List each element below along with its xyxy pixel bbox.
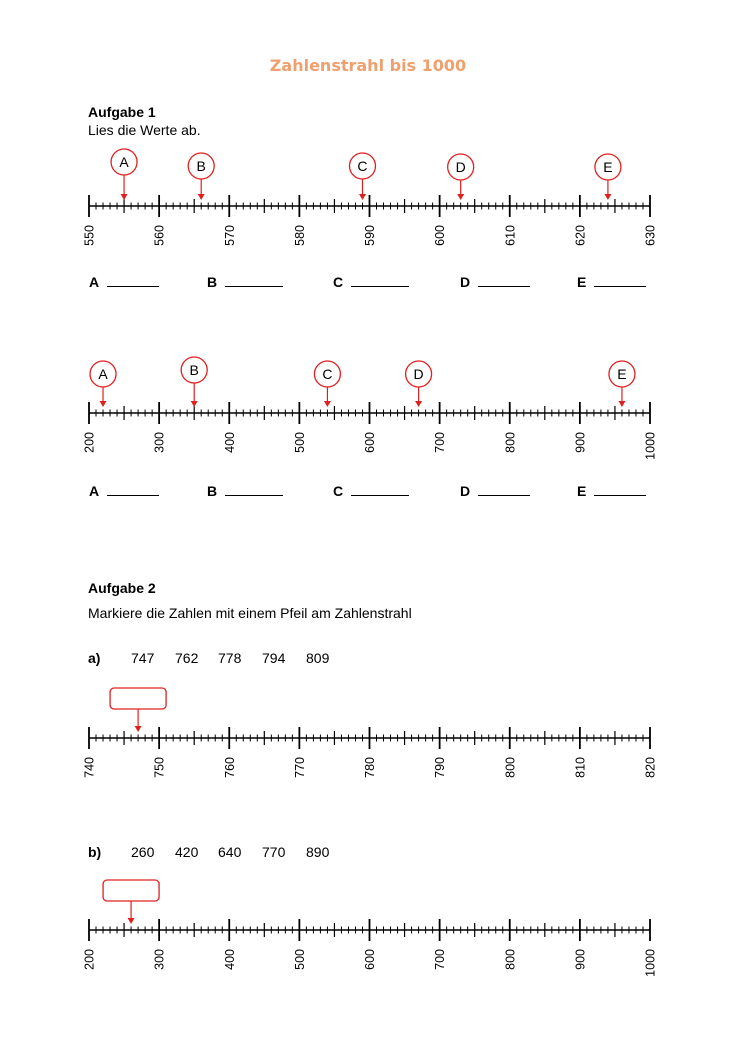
part-label: b) xyxy=(88,844,102,860)
answer-letter: C xyxy=(333,274,344,290)
part-label: a) xyxy=(88,650,101,666)
marker-letter-c: C xyxy=(357,158,368,174)
marker-letter-a: A xyxy=(98,366,108,382)
answer-letter: C xyxy=(333,483,344,499)
answer-letter: E xyxy=(577,274,587,290)
answer-letter: D xyxy=(460,274,471,290)
target-number: 762 xyxy=(175,650,199,666)
line-b-tick-label: 300 xyxy=(152,949,167,970)
target-number: 778 xyxy=(218,650,242,666)
page-title: Zahlenstrahl bis 1000 xyxy=(269,56,467,75)
line-b-tick-label: 700 xyxy=(433,949,448,970)
line2-tick-label: 300 xyxy=(152,432,167,453)
line1-tick-label: 620 xyxy=(573,225,588,246)
line1-tick-label: 560 xyxy=(152,225,167,246)
answer-letter: A xyxy=(89,483,100,499)
target-number: 809 xyxy=(306,650,330,666)
line-a-tick-label: 780 xyxy=(363,757,377,778)
line-a-tick-label: 820 xyxy=(643,757,658,778)
marker-letter-a: A xyxy=(119,154,129,170)
aufgabe1-instruction: Lies die Werte ab. xyxy=(88,122,201,138)
answer-letter: B xyxy=(207,483,218,499)
marker-letter-e: E xyxy=(603,159,613,175)
target-number: 890 xyxy=(306,844,330,860)
target-number: 747 xyxy=(131,650,155,666)
line-b-tick-label: 1000 xyxy=(643,949,658,977)
marker-letter-b: B xyxy=(189,362,199,378)
line-a-tick-label: 740 xyxy=(82,757,97,778)
target-number: 770 xyxy=(262,844,286,860)
target-number: 794 xyxy=(262,650,286,666)
line-b-tick-label: 200 xyxy=(82,949,97,970)
answer-letter: A xyxy=(89,274,100,290)
line-b-tick-label: 900 xyxy=(573,949,588,970)
target-number: 420 xyxy=(175,844,199,860)
line1-tick-label: 550 xyxy=(82,225,97,246)
line2-tick-label: 600 xyxy=(363,432,377,453)
line1-tick-label: 610 xyxy=(503,225,518,246)
line-b-tick-label: 600 xyxy=(363,949,377,970)
example-answer-box xyxy=(103,880,159,901)
line-a-tick-label: 770 xyxy=(292,757,307,778)
line2-tick-label: 200 xyxy=(82,432,97,453)
line1-tick-label: 580 xyxy=(292,225,307,246)
aufgabe2-heading: Aufgabe 2 xyxy=(88,580,156,596)
line2-tick-label: 900 xyxy=(573,432,588,453)
line2-tick-label: 1000 xyxy=(643,432,658,460)
aufgabe1-heading: Aufgabe 1 xyxy=(88,104,156,120)
line2-tick-label: 700 xyxy=(433,432,448,453)
line-a-tick-label: 760 xyxy=(222,757,237,778)
line2-tick-label: 400 xyxy=(222,432,237,453)
line1-tick-label: 590 xyxy=(363,225,377,246)
aufgabe2-instruction: Markiere die Zahlen mit einem Pfeil am Zahlenstrahl xyxy=(88,605,412,621)
example-arrow-head xyxy=(128,918,135,924)
line2-tick-label: 500 xyxy=(292,432,307,453)
target-number: 260 xyxy=(131,844,155,860)
line1-tick-label: 630 xyxy=(643,225,658,246)
line-b-tick-label: 400 xyxy=(222,949,237,970)
marker-letter-e: E xyxy=(617,366,627,382)
marker-letter-b: B xyxy=(196,158,206,174)
line-b-tick-label: 800 xyxy=(503,949,518,970)
target-number: 640 xyxy=(218,844,242,860)
marker-letter-d: D xyxy=(413,366,424,382)
line-a-tick-label: 750 xyxy=(152,757,167,778)
line-b-tick-label: 500 xyxy=(292,949,307,970)
line2-tick-label: 800 xyxy=(503,432,518,453)
answer-letter: D xyxy=(460,483,471,499)
line1-tick-label: 570 xyxy=(222,225,237,246)
line1-tick-label: 600 xyxy=(433,225,448,246)
line-a-tick-label: 800 xyxy=(503,757,518,778)
marker-letter-c: C xyxy=(322,366,333,382)
answer-letter: E xyxy=(577,483,587,499)
marker-letter-d: D xyxy=(455,159,466,175)
line-a-tick-label: 810 xyxy=(573,757,588,778)
answer-letter: B xyxy=(207,274,218,290)
line-a-tick-label: 790 xyxy=(433,757,448,778)
